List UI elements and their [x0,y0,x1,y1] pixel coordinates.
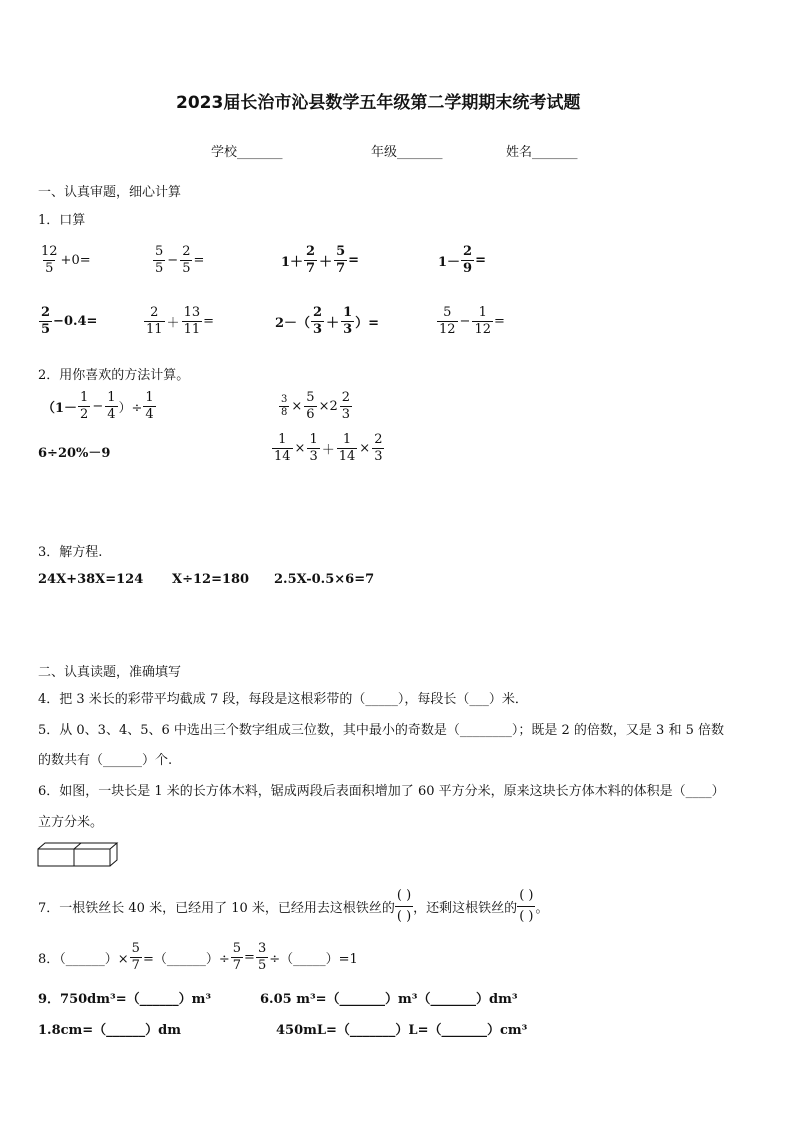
expr-tail: ）= [355,316,380,331]
expr-tail: −0.4= [53,314,98,329]
denominator: 7 [131,958,140,973]
q3-equation-3: 2.5X-0.5×6=7 [274,572,375,587]
q2-expr-4 [271,432,385,465]
denominator: 5 [155,261,164,276]
operator: × [359,441,371,456]
denominator: 9 [463,261,473,276]
numerator-blank: ( ) [396,888,412,903]
name-field: 姓名_______ [506,145,578,160]
numerator: 3 [257,941,267,956]
expr-lead: 1＋ [281,255,304,270]
q6-text-line1: 6．如图，一块长是 1 米的长方体木料，锯成两段后表面积增加了 60 平方分米，原来这块长方体木料的体积是（____） [38,784,725,799]
q5-text-line1: 5．从 0、3、4、5、6 中选出三个数字组成三位数，其中最小的奇数是（________）；既是 2 的倍数，又是 3 和 5 倍数 [38,723,724,738]
numerator: 5 [336,244,346,259]
operator: − [459,314,471,329]
numerator: 1 [80,390,89,405]
denominator: 5 [182,261,191,276]
numerator-blank: ( ) [519,888,534,903]
denominator: 12 [439,322,456,337]
denominator: 4 [145,407,154,422]
q7-part1: 7．一根铁丝长 40 米，已经用了 10 米，已经用去这根铁丝的 [38,901,395,916]
denominator: 3 [343,322,353,337]
operator: − [167,253,179,268]
numerator: 12 [41,244,58,259]
numerator: 1 [342,432,352,447]
q1-item-1 [38,244,91,277]
expr-tail: = [193,253,205,268]
page-title: 2023届长治市沁县数学五年级第二学期期末统考试题 [176,93,581,113]
cuboid-figure [37,842,119,868]
q2-expr-3: 6÷20%－9 [38,446,111,461]
denominator: 2 [80,407,89,422]
expr-lead: 1－ [438,255,461,270]
q2-label: 2．用你喜欢的方法计算。 [38,368,190,383]
q1-item-8 [436,305,505,338]
operator: ＋ [319,255,333,270]
equals-sign: = [244,950,255,965]
q1-label: 1．口算 [38,213,86,228]
expr-tail: = [348,253,360,268]
numerator: 2 [41,305,51,320]
q8-mid: =（______）÷ [142,952,230,967]
denominator: 7 [336,261,346,276]
school-field: 学校_______ [211,145,283,160]
denominator: 12 [474,322,491,337]
denominator: 3 [374,449,383,464]
numerator: 1 [145,390,154,405]
q2-expr-1 [42,390,157,423]
operator: − [92,399,104,414]
denominator: 11 [146,322,163,337]
expr-tail: +0= [60,253,91,268]
expr-tail: = [475,253,486,268]
q1-item-5 [38,305,97,338]
numerator: 2 [313,305,323,320]
numerator: 5 [306,390,315,405]
denominator: 3 [309,449,318,464]
q9-part-d: 450mL=（_______）L=（_______）cm³ [276,1023,528,1038]
denominator-blank: ( ) [517,906,535,927]
operator: ＋ [321,443,335,458]
numerator: 1 [478,305,487,320]
q3-label: 3．解方程. [38,545,103,560]
denominator: 11 [183,322,201,337]
expr-lead: 2－（ [275,316,311,331]
denominator: 7 [306,261,316,276]
q5-text-line2: 的数共有（______）个. [38,753,173,768]
operator: ×2 [318,399,338,414]
q1-item-2 [152,244,204,277]
numerator: 2 [306,244,316,259]
numerator: 5 [443,305,452,320]
denominator: 5 [257,958,267,973]
numerator: 1 [278,432,287,447]
denominator: 8 [281,407,288,418]
denominator: 4 [107,407,116,422]
q3-equation-1: 24X+38X=124 [38,572,144,587]
numerator: 2 [341,390,351,405]
q7-fraction-blank-1 [395,886,413,927]
q7-text [38,886,548,927]
q2-expr-2 [278,390,353,423]
numerator: 1 [309,432,318,447]
denominator: 5 [45,261,54,276]
q4-text: 4．把 3 米长的彩带平均截成 7 段，每段是这根彩带的（_____），每段长（___）米． [38,692,528,707]
numerator: 2 [374,432,383,447]
denominator-blank: ( ) [395,906,413,927]
q9-part-a: 9．750dm³=（______）m³ [38,992,212,1007]
q8-text [38,941,358,974]
section2-heading: 二、认真读题，准确填写 [38,665,182,680]
operator: × [291,399,303,414]
q1-item-4 [438,244,486,277]
q8-tail: ÷（_____）=1 [269,952,358,967]
numerator: 1 [107,390,116,405]
q9-part-c: 1.8cm=（______）dm [38,1023,182,1038]
numerator: 3 [281,394,288,405]
q1-item-7 [275,305,379,338]
numerator: 5 [232,941,242,956]
operator: ＋ [326,316,340,331]
grade-field: 年级_______ [371,145,443,160]
numerator: 13 [183,305,201,320]
section1-heading: 一、认真审题，细心计算 [38,185,182,200]
denominator: 14 [274,449,291,464]
denominator: 3 [341,407,351,422]
denominator: 5 [41,322,51,337]
denominator: 14 [338,449,356,464]
operator: ＋ [166,316,180,331]
q7-part3: 。 [535,901,549,916]
expr-lead: （1－ [42,401,78,416]
denominator: 3 [313,322,323,337]
q1-item-3 [281,244,359,277]
q7-fraction-blank-2 [517,886,535,927]
expr-tail: = [203,314,215,329]
q6-text-line2: 立方分米。 [38,815,104,830]
expr-tail: = [494,314,505,329]
numerator: 1 [343,305,353,320]
q9-part-b: 6.05 m³=（_______）m³（_______）dm³ [260,992,518,1007]
numerator: 5 [131,941,140,956]
denominator: 7 [232,958,242,973]
q8-lead: 8．（______）× [38,952,129,967]
q7-part2: ，还剩这根铁丝的 [413,901,518,916]
q3-equation-2: X÷12=180 [172,572,250,587]
numerator: 2 [463,244,473,259]
numerator: 2 [182,244,191,259]
q1-item-6 [143,305,214,338]
numerator: 2 [150,305,159,320]
denominator: 6 [306,407,315,422]
expr-mid: ）÷ [118,401,143,416]
operator: × [294,441,306,456]
numerator: 5 [155,244,164,259]
